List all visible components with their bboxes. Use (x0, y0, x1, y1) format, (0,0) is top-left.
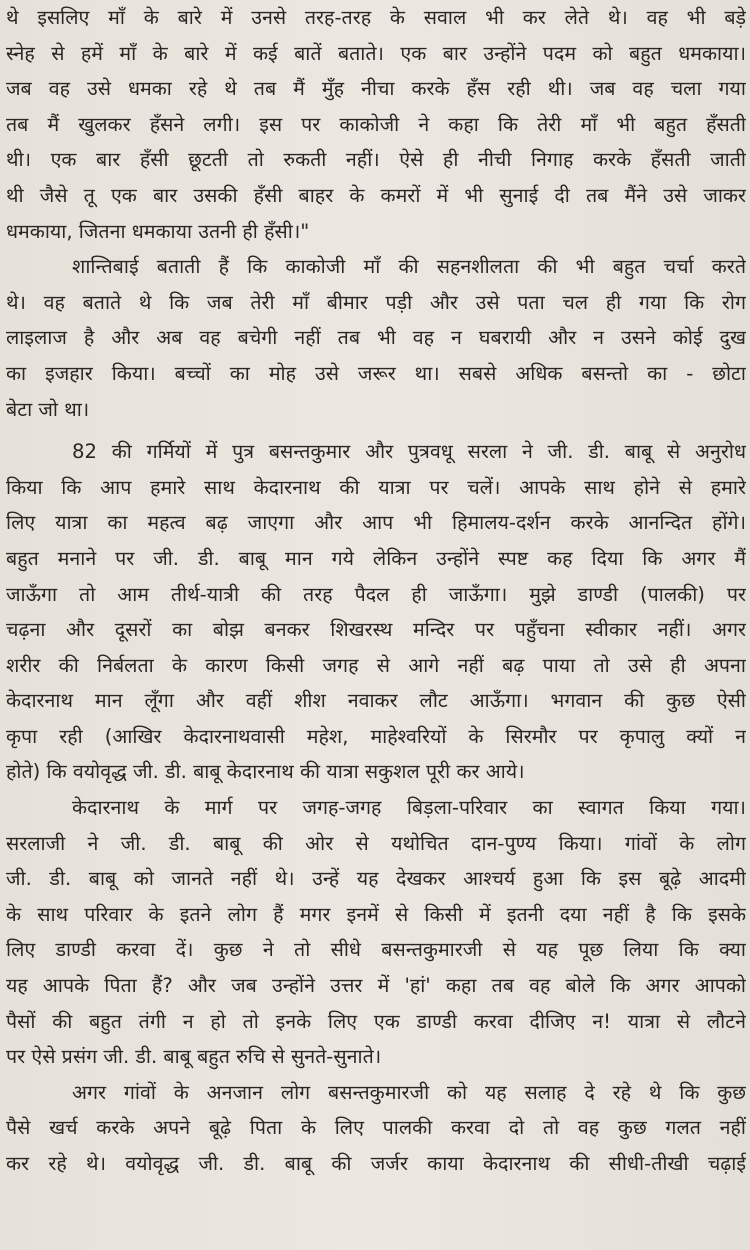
text-line: थी। एक बार हँसी छूटती तो रुकती नहीं। ऐसे ही नीची निगाह करके हँसती जाती (6, 148, 746, 172)
text-line: लिए यात्रा का महत्व बढ़ जाएगा और आप भी हिमालय-दर्शन करके आनन्दित होंगे। (6, 511, 746, 535)
paragraph-4 (6, 790, 746, 1075)
text-line: कृपा रही (आखिर केदारनाथवासी महेश, माहेश्वरियों के सिरमौर पर कृपालु क्यों न (6, 724, 746, 748)
paragraph-1 (6, 0, 746, 249)
text-line: थे इसलिए माँ के बारे में उनसे तरह-तरह के सवाल भी कर लेते थे। वह भी बड़े (6, 6, 746, 29)
text-line: पर ऐसे प्रसंग जी. डी. बाबू बहुत रुचि से सुनते-सुनाते। (6, 1045, 382, 1069)
text-line: धमकाया, जितना धमकाया उतनी ही हँसी।" (6, 219, 310, 243)
text-line: कर रहे थे। वयोवृद्ध जी. डी. बाबू की जर्जर काया केदारनाथ की सीधी-तीखी चढ़ाई (6, 1152, 746, 1175)
text-line: जाऊँगा तो आम तीर्थ-यात्री की तरह पैदल ही जाऊँगा। मुझे डाण्डी (पालकी) पर (6, 582, 746, 606)
paragraph-3 (6, 434, 746, 790)
text-line: के साथ परिवार के इतने लोग हैं मगर इनमें से किसी में इतनी दया नहीं है कि इसके (6, 902, 746, 926)
text-line: लाइलाज है और अब वह बचेगी नहीं तब भी वह न घबरायी और न उसने कोई दुख (6, 326, 746, 350)
text-line: बेटा जो था। (6, 397, 90, 421)
text-line: पैसे खर्च करके अपने बूढ़े पिता के लिए पालकी करवा दो तो वह कुछ गलत नहीं (6, 1116, 746, 1140)
text-line: केदारनाथ के मार्ग पर जगह-जगह बिड़ला-परिवार का स्वागत किया गया। (72, 796, 746, 820)
text-line: यह आपके पिता हैं? और जब उन्होंने उत्तर में 'हां' कहा तब वह बोले कि अगर आपको (6, 974, 746, 998)
text-line: जी. डी. बाबू को जानते नहीं थे। उन्हें यह देखकर आश्चर्य हुआ कि इस बूढ़े आदमी (6, 867, 746, 891)
text-line: जब वह उसे धमका रहे थे तब मैं मुँह नीचा करके हँस रही थी। जब वह चला गया (6, 77, 746, 101)
paragraph-5 (6, 1075, 746, 1182)
text-line: शरीर की निर्बलता के कारण किसी जगह से आगे नहीं बढ़ पाया तो उसे ही अपना (6, 653, 746, 677)
text-line: पैसों की बहुत तंगी न हो तो इनके लिए एक डाण्डी करवा दीजिए न! यात्रा से लौटने (6, 1009, 746, 1033)
text-line: 82 की गर्मियों में पुत्र बसन्तकुमार और पुत्रवधू सरला ने जी. डी. बाबू से अनुरोध (72, 440, 746, 464)
text-line: थी जैसे तू एक बार उसकी हँसी बाहर के कमरों में भी सुनाई दी तब मैंने उसे जाकर (6, 183, 746, 207)
text-line: होते) कि वयोवृद्ध जी. डी. बाबू केदारनाथ की यात्रा सकुशल पूरी कर आये। (6, 760, 525, 784)
text-line: थे। वह बताते थे कि जब तेरी माँ बीमार पड़ी और उसे पता चल ही गया कि रोग (6, 290, 746, 314)
text-line: केदारनाथ मान लूँगा और वहीं शीश नवाकर लौट आऊँगा। भगवान की कुछ ऐसी (6, 689, 746, 713)
text-line: लिए डाण्डी करवा दें। कुछ ने तो सीधे बसन्तकुमारजी से यह पूछ लिया कि क्या (6, 938, 746, 962)
text-line: का इजहार किया। बच्चों का मोह उसे जरूर था। सबसे अधिक बसन्तो का - छोटा (6, 361, 746, 385)
text-line: अगर गांवों के अनजान लोग बसन्तकुमारजी को यह सलाह दे रहे थे कि कुछ (72, 1080, 746, 1104)
text-line: बहुत मनाने पर जी. डी. बाबू मान गये लेकिन उन्होंने स्पष्ट कह दिया कि अगर मैं (6, 546, 746, 570)
text-line: तब मैं खुलकर हँसने लगी। इस पर काकोजी ने कहा कि तेरी माँ भी बहुत हँसती (6, 112, 746, 136)
text-line: सरलाजी ने जी. डी. बाबू की ओर से यथोचित दान-पुण्य किया। गांवों के लोग (6, 831, 746, 855)
text-line: शान्तिबाई बताती हैं कि काकोजी माँ की सहनशीलता की भी बहुत चर्चा करते (72, 255, 746, 279)
text-line: किया कि आप हमारे साथ केदारनाथ की यात्रा पर चलें। आपके साथ होने से हमारे (6, 475, 746, 499)
paragraph-gap (6, 427, 746, 434)
text-line: स्नेह से हमें माँ के बारे में कई बातें बताते। एक बार उन्होंने पदम को बहुत धमकाया। (6, 41, 746, 65)
text-line: चढ़ना और दूसरों का बोझ बनकर शिखरस्थ मन्दिर पर पहुँचना स्वीकार नहीं। अगर (6, 618, 746, 642)
body-text (6, 0, 746, 1182)
paragraph-2 (6, 249, 746, 427)
